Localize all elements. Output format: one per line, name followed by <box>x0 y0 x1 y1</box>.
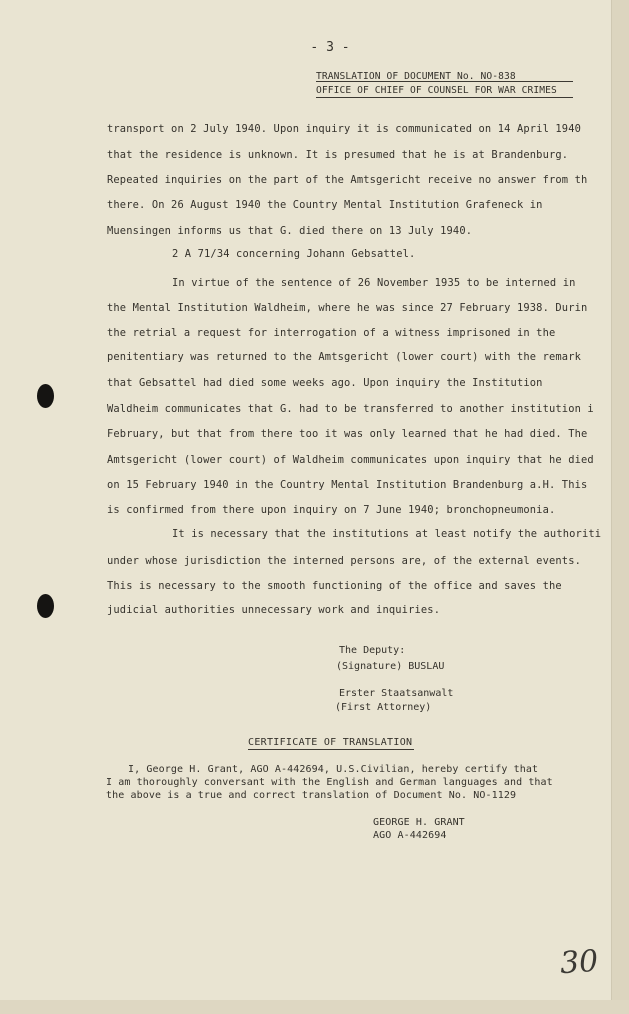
office-header: OFFICE OF CHIEF OF COUNSEL FOR WAR CRIMES <box>316 85 557 96</box>
body-line: that the residence is unknown. It is presumed that he is at Brandenburg. <box>107 149 569 161</box>
body-line: there. On 26 August 1940 the Country Mental Institution Grafeneck in <box>107 199 543 211</box>
certificate-line: the above is a true and correct translation of Document No. NO-1129 <box>106 790 517 801</box>
header-underline <box>316 81 573 82</box>
certificate-title-underline <box>248 749 414 750</box>
translation-header: TRANSLATION OF DOCUMENT No. NO-838 <box>316 71 516 82</box>
section-heading: 2 A 71/34 concerning Johann Gebsattel. <box>172 248 416 260</box>
certificate-line: I, George H. Grant, AGO A-442694, U.S.Civilian, hereby certify that <box>128 764 539 775</box>
certificate-title: CERTIFICATE OF TRANSLATION <box>248 737 413 748</box>
body-line: under whose jurisdiction the interned persons are, of the external events. <box>107 555 582 567</box>
body-line: February, but that from there too it was only learned that he had died. The <box>107 428 588 440</box>
body-line: Amtsgericht (lower court) of Waldheim communicates upon inquiry that he died <box>107 454 594 466</box>
signer-title: Erster Staatsanwalt <box>339 688 454 699</box>
translator-ago: AGO A-442694 <box>373 830 447 841</box>
deputy-label: The Deputy: <box>339 645 406 656</box>
body-line: that Gebsattel had died some weeks ago. Upon inquiry the Institution <box>107 377 543 389</box>
certificate-line: I am thoroughly conversant with the English and German languages and that <box>106 777 553 788</box>
body-line: penitentiary was returned to the Amtsgericht (lower court) with the remark <box>107 351 582 363</box>
body-line: Repeated inquiries on the part of the Amtsgericht receive no answer from th <box>107 174 588 186</box>
body-line: This is necessary to the smooth functioning of the office and saves the <box>107 580 562 592</box>
body-line: In virtue of the sentence of 26 November 1935 to be interned in <box>172 277 576 289</box>
signer-title-english: (First Attorney) <box>335 702 432 713</box>
punch-hole <box>37 594 54 618</box>
body-line: It is necessary that the institutions at least notify the authoriti <box>172 528 602 540</box>
body-line: Waldheim communicates that G. had to be transferred to another institution i <box>107 403 594 415</box>
header-underline <box>316 97 573 98</box>
body-line: is confirmed from there upon inquiry on 7 June 1940; bronchopneumonia. <box>107 504 556 516</box>
body-line: the retrial a request for interrogation of a witness imprisoned in the <box>107 327 556 339</box>
paper-edge-bottom <box>0 1000 629 1014</box>
body-line: judicial authorities unnecessary work and inquiries. <box>107 604 441 616</box>
handwritten-page-number: 30 <box>558 943 600 982</box>
body-line: Muensingen informs us that G. died there on 13 July 1940. <box>107 225 473 237</box>
punch-hole <box>37 384 54 408</box>
signature-line: (Signature) BUSLAU <box>336 661 445 672</box>
paper-edge-right <box>611 0 629 1014</box>
body-line: transport on 2 July 1940. Upon inquiry it is communicated on 14 April 1940 <box>107 123 582 135</box>
body-line: the Mental Institution Waldheim, where he was since 27 February 1938. Durin <box>107 302 588 314</box>
translator-name: GEORGE H. GRANT <box>373 817 465 828</box>
body-line: on 15 February 1940 in the Country Mental Institution Brandenburg a.H. This <box>107 479 588 491</box>
page-number: - 3 - <box>310 40 350 55</box>
